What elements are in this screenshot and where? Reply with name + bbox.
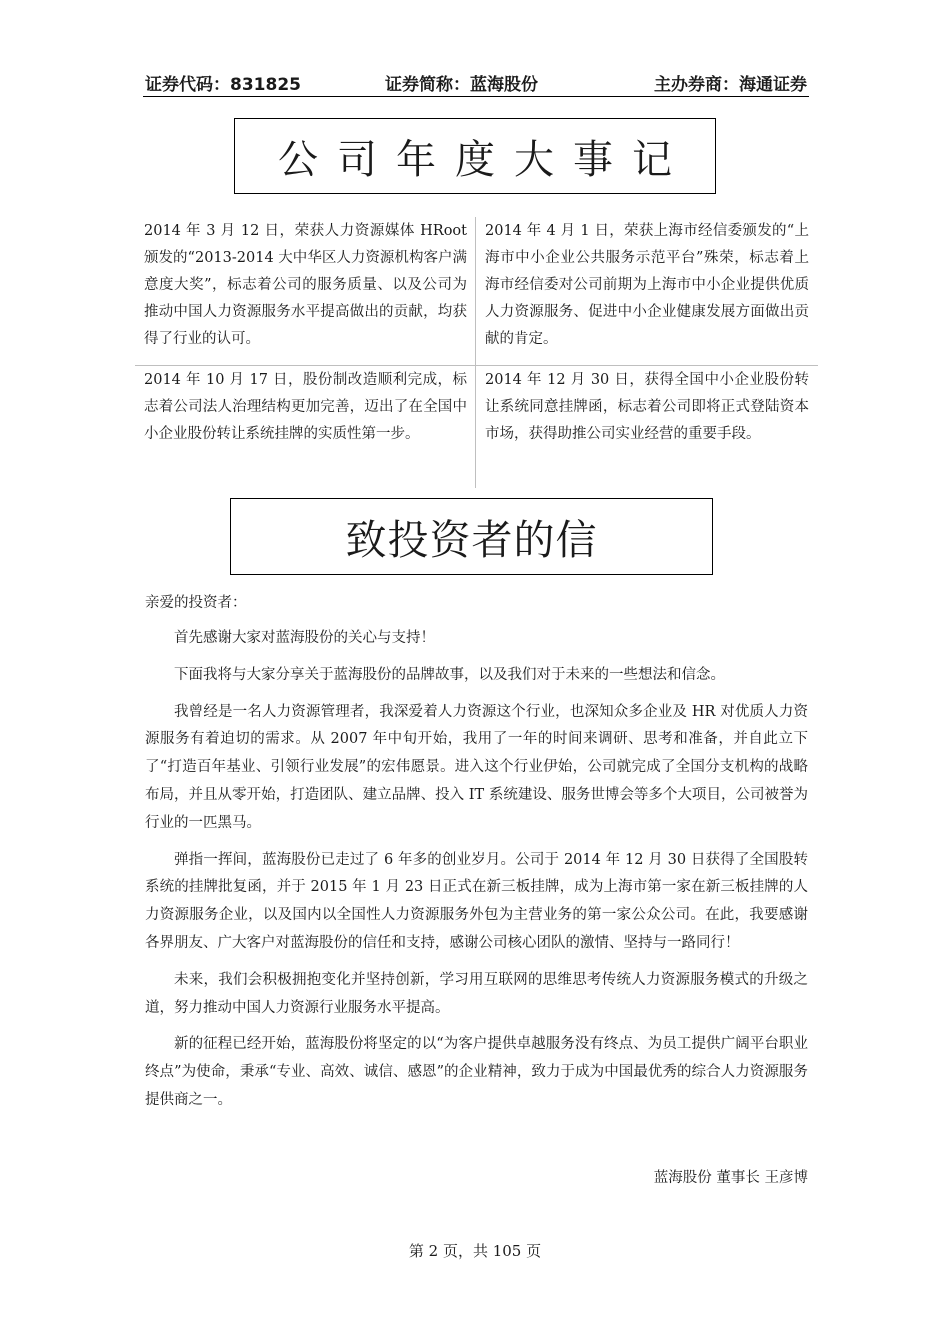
events-grid (135, 217, 818, 488)
grid-divider-vertical (475, 217, 476, 488)
events-title-box (234, 118, 716, 194)
letter-title: 致投资者的信 (345, 516, 598, 564)
events-title: 公司年度大事记 (278, 136, 691, 183)
letter-paragraph: 我曾经是一名人力资源管理者，我深爱着人力资源这个行业，也深知众多企业及 HR 对优质人力资源服务有着迫切的需求。从 2007 年中旬开始，我用了一年的时间来调研、思考和准备，并自此立下了“打造百年基业、引领行业发展”的宏伟愿景。进入这个行业伊始，公司就完成了全国分支机构的战略布局，并且从零开始，打造团队、建立品牌、投入 IT 系统建设、服务世博会等多个大项目，公司被誉为行业的一匹黑马。 (145, 703, 808, 831)
grid-divider-horizontal (135, 365, 818, 366)
event-cell: 2014 年 12 月 30 日，获得全国中小企业股份转让系统同意挂牌函，标志着公司即将正式登陆资本市场，获得助推公司实业经营的重要手段。 (485, 372, 809, 442)
letter-paragraph: 弹指一挥间，蓝海股份已走过了 6 年多的创业岁月。公司于 2014 年 12 月 30 日获得了全国股转系统的挂牌批复函，并于 2015 年 1 月 23 日正式在新三板挂牌，成为上海市第一家在新三板挂牌的人力资源服务企业，以及国内以全国性人力资源服务外包为主营业务的第一家公众公司。在此，我要感谢各界朋友、广大客户对蓝海股份的信任和支持，感谢公司核心团队的激情、坚持与一路同行！ (145, 851, 808, 951)
event-cell: 2014 年 10 月 17 日，股份制改造顺利完成，标志着公司法人治理结构更加完善，迈出了在全国中小企业股份转让系统挂牌的实质性第一步。 (144, 372, 467, 442)
letter-signature: 蓝海股份 董事长 王彦博 (653, 1170, 808, 1186)
page-header (143, 64, 809, 97)
stock-name: 证券简称：蓝海股份 (385, 75, 538, 95)
letter-body (145, 590, 808, 1115)
letter-paragraph: 未来，我们会积极拥抱变化并坚持创新，学习用互联网的思维思考传统人力资源服务模式的升级之道，努力推动中国人力资源行业服务水平提高。 (145, 971, 808, 1016)
event-cell: 2014 年 3 月 12 日，荣获人力资源媒体 HRoot 颁发的“2013-2014 大中华区人力资源机构客户满意度大奖”，标志着公司的服务质量、以及公司为推动中国人力资源服务水平提高做出的贡献，均获得了行业的认可。 (144, 223, 467, 347)
letter-paragraph: 新的征程已经开始，蓝海股份将坚定的以“为客户提供卓越服务没有终点、为员工提供广阔平台职业终点”为使命，秉承“专业、高效、诚信、感恩”的企业精神，致力于成为中国最优秀的综合人力资源服务提供商之一。 (145, 1036, 808, 1108)
page-number: 第 2 页，共 105 页 (408, 1242, 542, 1260)
letter-paragraph: 下面我将与大家分享关于蓝海股份的品牌故事，以及我们对于未来的一些想法和信念。 (174, 666, 725, 683)
letter-title-box (230, 498, 713, 575)
letter-paragraph: 首先感谢大家对蓝海股份的关心与支持！ (174, 630, 435, 646)
letter-greeting: 亲爱的投资者： (145, 595, 247, 611)
stock-code: 证券代码：831825 (145, 75, 301, 95)
event-cell: 2014 年 4 月 1 日，荣获上海市经信委颁发的“上海市中小企业公共服务示范平台”殊荣，标志着上海市经信委对公司前期为上海市中小企业提供优质人力资源服务、促进中小企业健康发展方面做出贡献的肯定。 (485, 223, 809, 347)
sponsor-broker: 主办券商：海通证券 (654, 75, 807, 95)
